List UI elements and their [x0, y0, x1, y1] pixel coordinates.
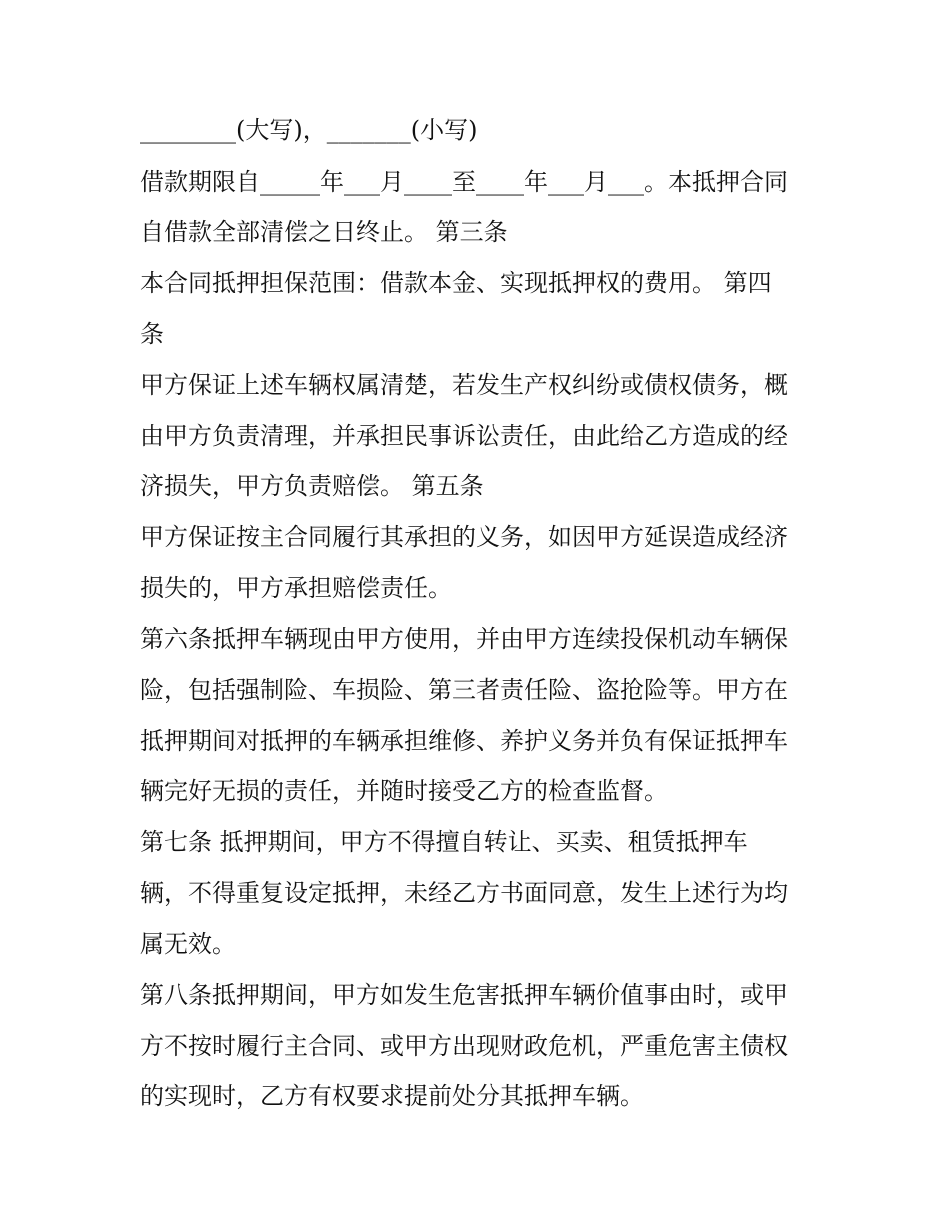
text-line-article-seven-1: 第七条 抵押期间，甲方不得擅自转让、买卖、租赁抵押车 [140, 828, 748, 856]
text-line-article-four: 条 [140, 320, 164, 348]
text-line-article-six-4: 辆完好无损的责任，并随时接受乙方的检查监督。 [140, 777, 668, 805]
text-line-ownership-1: 甲方保证上述车辆权属清楚，若发生产权纠纷或债权债务，概 [140, 371, 788, 399]
text-line-article-seven-2: 辆，不得重复设定抵押，未经乙方书面同意，发生上述行为均 [140, 879, 788, 907]
text-line-article-six-2: 险，包括强制险、车损险、第三者责任险、盗抢险等。甲方在 [140, 676, 788, 704]
text-line-article-eight-2: 方不按时履行主合同、或甲方出现财政危机，严重危害主债权 [140, 1032, 788, 1060]
text-line-ownership-3: 济损失，甲方负责赔偿。 第五条 [140, 472, 484, 500]
text-line-obligation-1: 甲方保证按主合同履行其承担的义务，如因甲方延误造成经济 [140, 523, 788, 551]
text-line-ownership-2: 由甲方负责清理，并承担民事诉讼责任，由此给乙方造成的经 [140, 422, 788, 450]
text-line-article-eight-3: 的实现时，乙方有权要求提前处分其抵押车辆。 [140, 1082, 644, 1110]
text-line-amount: ________(大写)，_______(小写) [140, 116, 478, 144]
text-line-obligation-2: 损失的，甲方承担赔偿责任。 [140, 574, 452, 602]
text-line-scope: 本合同抵押担保范围：借款本金、实现抵押权的费用。 第四 [140, 269, 772, 297]
text-line-article-six-1: 第六条抵押车辆现由甲方使用，并由甲方连续投保机动车辆保 [140, 625, 788, 653]
text-line-loan-term: 借款期限自_____年___月____至____年___月___。本抵押合同 [140, 168, 788, 196]
text-line-termination: 自借款全部清偿之日终止。 第三条 [140, 218, 508, 246]
text-line-article-six-3: 抵押期间对抵押的车辆承担维修、养护义务并负有保证抵押车 [140, 727, 788, 755]
text-line-article-eight-1: 第八条抵押期间，甲方如发生危害抵押车辆价值事由时，或甲 [140, 981, 788, 1009]
text-line-article-seven-3: 属无效。 [140, 930, 236, 958]
